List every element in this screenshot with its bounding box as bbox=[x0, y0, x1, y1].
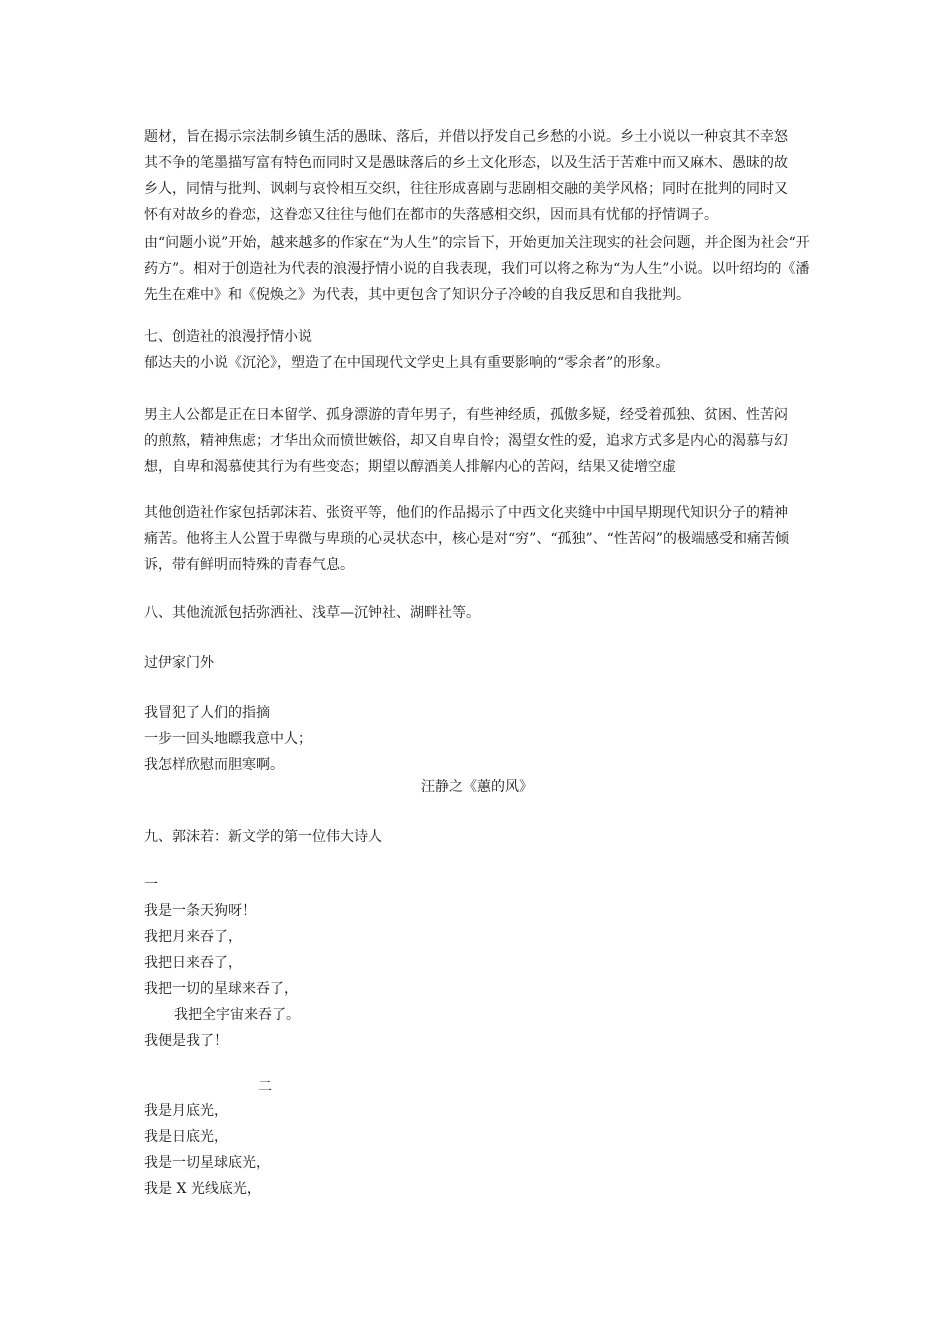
section-heading: 七、创造社的浪漫抒情小说 bbox=[144, 329, 312, 345]
paragraph-problem-novel bbox=[144, 230, 812, 308]
text-line: 由“问题小说”开始，越来越多的作家在“为人生”的宗旨下，开始更加关注现实的社会问题，并企图为社会“开 bbox=[144, 235, 810, 251]
poem-line: 我把月来吞了， bbox=[144, 929, 242, 945]
poem-line: 我是一条天狗呀！ bbox=[144, 903, 256, 919]
section-7 bbox=[144, 324, 812, 376]
text-line: 乡人，同情与批判、讽刺与哀怜相互交织，往往形成喜剧与悲剧相交融的美学风格；同时在批判的同时又 bbox=[144, 181, 788, 197]
poem-line: 我是日底光， bbox=[144, 1129, 228, 1145]
part-marker: 一 bbox=[144, 877, 158, 893]
poem-line: 我是 X 光线底光， bbox=[144, 1181, 261, 1197]
poem-tiangou-part-1 bbox=[144, 872, 812, 1054]
section-heading: 八、其他流派包括弥洒社、浅草—沉钟社、湖畔社等。 bbox=[144, 605, 480, 621]
text-line: 怀有对故乡的眷恋，这眷恋又往往与他们在都市的失落感相交织，因而具有忧郁的抒情调子。 bbox=[144, 207, 718, 223]
poem-body bbox=[144, 700, 812, 778]
poem-line: 我怎样欣慰而胆寒啊。 bbox=[144, 757, 284, 773]
poem-line: 我是一切星球底光， bbox=[144, 1155, 270, 1171]
poem-line: 我把日来吞了， bbox=[144, 955, 242, 971]
poem-line: 我冒犯了人们的指摘 bbox=[144, 705, 270, 721]
text-line: 药方”。相对于创造社为代表的浪漫抒情小说的自我表现，我们可以将之称为“为人生”小说。以叶绍均的《潘 bbox=[144, 261, 810, 277]
section-9 bbox=[144, 824, 812, 850]
text-line: 其不争的笔墨描写富有特色而同时又是愚昧落后的乡土文化形态，以及生活于苦难中而又麻木、愚昧的故 bbox=[144, 155, 788, 171]
text-line: 题材，旨在揭示宗法制乡镇生活的愚昧、落后，并借以抒发自己乡愁的小说。乡土小说以一种哀其不幸怒 bbox=[144, 129, 788, 145]
paragraph-protagonist bbox=[144, 402, 812, 480]
text-line: 诉，带有鲜明而特殊的青春气息。 bbox=[144, 557, 354, 573]
text-line: 郁达夫的小说《沉沦》，塑造了在中国现代文学史上具有重要影响的“零余者”的形象。 bbox=[144, 355, 670, 371]
poem-attribution: 汪静之《蕙的风》 bbox=[421, 779, 533, 795]
poem-tiangou-part-2 bbox=[144, 1098, 812, 1202]
text-line: 其他创造社作家包括郭沫若、张资平等，他们的作品揭示了中西文化夹缝中中国早期现代知识分子的精神 bbox=[144, 505, 788, 521]
section-8 bbox=[144, 600, 812, 626]
poem-line: 一步一回头地瞟我意中人； bbox=[144, 731, 312, 747]
poem-title bbox=[144, 650, 812, 676]
text-line: 想，自卑和渴慕使其行为有些变态；期望以醇酒美人排解内心的苦闷，结果又徒增空虚 bbox=[144, 459, 676, 475]
section-heading: 九、郭沫若：新文学的第一位伟大诗人 bbox=[144, 829, 382, 845]
text-line: 痛苦。他将主人公置于卑微与卑琐的心灵状态中，核心是对“穷”、“孤独”、“性苦闷”的极端感受和痛苦倾 bbox=[144, 531, 789, 547]
poem-title-text: 过伊家门外 bbox=[144, 655, 214, 671]
text-line: 先生在难中》和《倪焕之》为代表，其中更包含了知识分子冷峻的自我反思和自我批判。 bbox=[144, 287, 690, 303]
poem-line: 我把一切的星球来吞了， bbox=[144, 981, 298, 997]
paragraph-other-writers bbox=[144, 500, 812, 578]
poem-line: 我是月底光， bbox=[144, 1103, 228, 1119]
part-marker: 二 bbox=[258, 1079, 272, 1095]
poem-line: 我把全宇宙来吞了。 bbox=[174, 1007, 300, 1023]
paragraph-rural-novel bbox=[144, 124, 812, 228]
poem-line: 我便是我了！ bbox=[144, 1033, 228, 1049]
text-line: 的煎熬，精神焦虑；才华出众而愤世嫉俗，却又自卑自怜；渴望女性的爱，追求方式多是内心的渴慕与幻 bbox=[144, 433, 788, 449]
text-line: 男主人公都是正在日本留学、孤身漂游的青年男子，有些神经质，孤傲多疑，经受着孤独、贫困、性苦闷 bbox=[144, 407, 788, 423]
